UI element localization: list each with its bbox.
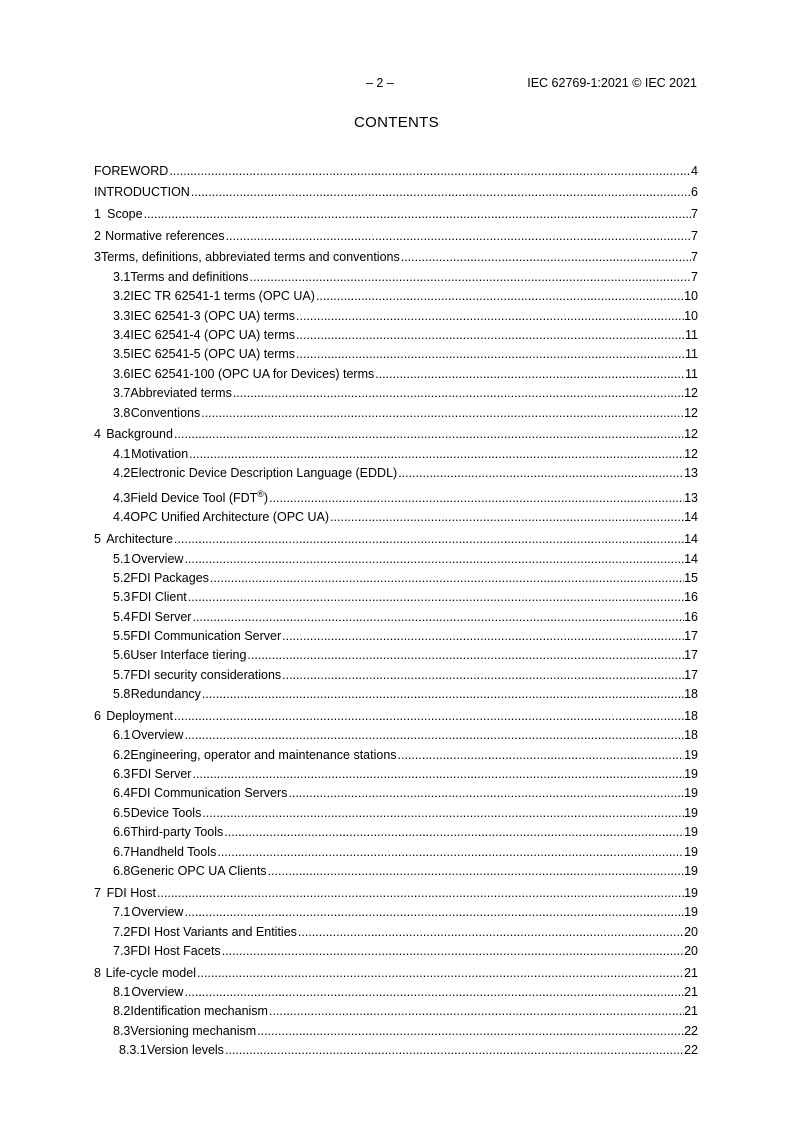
toc-entry-number: 4.4 [113, 510, 131, 525]
dot-leader [281, 629, 684, 644]
toc-entry-number: 3.3 [113, 308, 131, 323]
dot-leader [173, 532, 684, 547]
toc-entry-title: Terms and definitions [130, 269, 249, 284]
toc-entry-number: 3.8 [113, 405, 131, 420]
registered-mark: ® [257, 489, 264, 500]
toc-entry-title: Terms, definitions, abbreviated terms and conventions [100, 250, 400, 265]
toc-entry-number: 6.8 [113, 864, 131, 879]
toc-entry-title: Engineering, operator and maintenance stations [130, 747, 397, 762]
toc-entry-page: 13 [684, 491, 698, 506]
toc-entry-number: 5.5 [113, 629, 131, 644]
toc-entry[interactable] [94, 567, 698, 586]
toc-entry-page: 17 [684, 667, 698, 682]
toc-entry-page: 19 [684, 905, 698, 920]
toc-entry-page: 19 [684, 747, 698, 762]
toc-entry[interactable] [94, 244, 698, 266]
toc-entry-title: Field Device Tool (FDT®) [130, 489, 269, 506]
standard-reference: IEC 62769-1:2021 © IEC 2021 [527, 76, 697, 90]
toc-entry[interactable] [94, 481, 698, 506]
toc-entry-number: 4.2 [113, 466, 131, 481]
toc-entry-number: 7.1 [113, 905, 131, 920]
toc-entry[interactable] [94, 644, 698, 663]
toc-entry[interactable] [94, 265, 698, 284]
toc-entry-title: FOREWORD [94, 163, 169, 178]
toc-entry-title: FDI Client [131, 590, 187, 605]
dot-leader [397, 748, 685, 763]
toc-entry-title: Overview [131, 728, 184, 743]
dot-leader [187, 590, 684, 605]
toc-entry-page: 15 [684, 570, 698, 585]
toc-entry-title: Third-party Tools [130, 825, 224, 840]
toc-entry-number: 1 [94, 207, 101, 222]
toc-entry-number: 8.3.1 [119, 1043, 147, 1058]
toc-entry-title: IEC TR 62541-1 terms (OPC UA) [130, 289, 315, 304]
toc-entry[interactable] [94, 724, 698, 743]
toc-entry[interactable] [94, 547, 698, 566]
dot-leader [223, 825, 684, 840]
toc-entry-title: IEC 62541-100 (OPC UA for Devices) terms [130, 366, 375, 381]
toc-entry[interactable] [94, 157, 698, 179]
dot-leader [232, 386, 684, 401]
toc-entry-page: 7 [691, 269, 698, 284]
dot-leader [156, 886, 684, 901]
toc-entry-title: FDI Server [131, 767, 192, 782]
toc-entry[interactable] [94, 1019, 698, 1038]
dot-leader [295, 347, 685, 362]
toc-entry-number: 6 [94, 708, 101, 723]
toc-entry-number: 7.3 [113, 943, 131, 958]
toc-entry-number: 3.7 [113, 386, 131, 401]
dot-leader [168, 164, 691, 179]
toc-entry-title: Life-cycle model [105, 965, 196, 980]
toc-entry-number: 6.5 [113, 805, 131, 820]
dot-leader [183, 985, 684, 1000]
dot-leader [295, 328, 685, 343]
toc-entry-number: 6.6 [113, 825, 131, 840]
toc-entry[interactable] [94, 462, 698, 481]
dot-leader [191, 767, 684, 782]
toc-entry-page: 22 [684, 1023, 698, 1038]
toc-entry[interactable] [94, 343, 698, 362]
toc-entry[interactable] [94, 382, 698, 401]
toc-entry[interactable] [94, 901, 698, 920]
toc-entry-page: 17 [684, 629, 698, 644]
toc-entry[interactable] [94, 586, 698, 605]
toc-entry-title: Deployment [106, 708, 173, 723]
dot-leader [329, 510, 684, 525]
toc-entry-page: 14 [684, 510, 698, 525]
toc-entry-page: 20 [684, 943, 698, 958]
toc-entry-title: Background [106, 427, 173, 442]
toc-entry-number: 5.1 [113, 551, 131, 566]
toc-entry-number: 5.2 [113, 570, 131, 585]
toc-entry-title: FDI Host Facets [130, 943, 221, 958]
dot-leader [191, 610, 684, 625]
toc-entry-title: IEC 62541-3 (OPC UA) terms [130, 308, 296, 323]
toc-entry-title: FDI Communication Server [130, 629, 282, 644]
dot-leader [196, 966, 684, 981]
toc-entry-page: 7 [691, 228, 698, 243]
toc-entry[interactable] [94, 860, 698, 879]
toc-entry-page: 16 [684, 609, 698, 624]
toc-entry-number: 3.4 [113, 328, 131, 342]
toc-entry-title: FDI Packages [130, 570, 209, 585]
toc-entry-number: 3.2 [113, 289, 131, 304]
toc-entry[interactable] [94, 179, 698, 201]
toc-entry[interactable] [94, 525, 698, 547]
toc-entry-page: 12 [684, 427, 698, 442]
toc-entry-title: Architecture [106, 532, 173, 547]
toc-entry-page: 12 [684, 446, 698, 461]
toc-entry-number: 8.2 [113, 1004, 131, 1019]
dot-leader [200, 406, 684, 421]
toc-entry-title: Overview [131, 984, 184, 999]
dot-leader [249, 270, 692, 285]
dot-leader [224, 1043, 684, 1058]
dot-leader [173, 709, 684, 724]
toc-entry-title: Generic OPC UA Clients [130, 864, 267, 879]
toc-entry-title: Identification mechanism [130, 1004, 268, 1019]
toc-entry-number: 5.8 [113, 687, 131, 702]
toc-entry-page: 19 [684, 885, 698, 900]
toc-entry[interactable] [94, 1000, 698, 1019]
toc-entry-title: Device Tools [130, 805, 202, 820]
toc-entry-page: 21 [684, 984, 698, 999]
dot-leader [183, 552, 684, 567]
dot-leader [268, 1004, 684, 1019]
toc-entry-page: 20 [684, 924, 698, 939]
toc-entry-title: Versioning mechanism [130, 1023, 257, 1038]
toc-entry[interactable] [94, 362, 698, 381]
toc-entry[interactable] [94, 663, 698, 682]
toc-entry[interactable] [94, 200, 698, 222]
toc-entry-number: 3.6 [113, 366, 131, 381]
toc-entry-title: User Interface tiering [130, 648, 247, 663]
toc-entry-page: 19 [684, 805, 698, 820]
toc-entry-number: 6.7 [113, 844, 131, 859]
toc-entry-number: 7.2 [113, 924, 131, 939]
toc-entry-page: 19 [684, 786, 698, 801]
toc-entry[interactable] [94, 879, 698, 901]
toc-entry-title: Abbreviated terms [130, 386, 232, 401]
dot-leader [143, 207, 691, 222]
toc-entry[interactable] [94, 743, 698, 762]
toc-entry-title: Overview [131, 551, 184, 566]
toc-entry-number: 5.6 [113, 648, 131, 663]
toc-entry-page: 12 [684, 405, 698, 420]
page-title: CONTENTS [354, 114, 439, 131]
dot-leader [209, 571, 684, 586]
toc-entry-title: FDI Communication Servers [130, 786, 288, 801]
toc-entry[interactable] [94, 442, 698, 461]
toc-entry-page: 19 [684, 844, 698, 859]
toc-entry-title: OPC Unified Architecture (OPC UA) [130, 510, 330, 525]
dot-leader [221, 944, 684, 959]
toc-entry-page: 21 [684, 1004, 698, 1019]
toc-entry-number: 4.1 [113, 446, 131, 461]
toc-entry-number: 8 [94, 965, 101, 980]
table-of-contents [94, 157, 698, 1058]
toc-entry-page: 14 [684, 532, 698, 547]
toc-entry-page: 12 [684, 386, 698, 401]
toc-entry-number: 4.3 [113, 491, 131, 506]
toc-entry-title: Overview [131, 905, 184, 920]
toc-entry-title: INTRODUCTION [94, 185, 190, 200]
toc-entry[interactable] [94, 920, 698, 939]
toc-entry-number: 5 [94, 532, 101, 547]
toc-entry-title: IEC 62541-4 (OPC UA) terms [130, 328, 296, 342]
toc-entry-number: 6.4 [113, 786, 131, 801]
toc-entry-title: Normative references [105, 228, 225, 243]
toc-entry-page: 19 [684, 767, 698, 782]
toc-entry-title: Scope [107, 207, 143, 222]
toc-entry-page: 13 [684, 466, 698, 481]
toc-entry-page: 18 [684, 708, 698, 723]
dot-leader [267, 864, 685, 879]
dot-leader [315, 289, 684, 304]
toc-entry-page: 16 [684, 590, 698, 605]
toc-entry-title: FDI Host Variants and Entities [130, 924, 297, 939]
toc-entry-title: IEC 62541-5 (OPC UA) terms [130, 347, 296, 362]
toc-entry-title: FDI Server [131, 609, 192, 624]
toc-entry[interactable] [94, 421, 698, 443]
toc-entry[interactable] [94, 304, 698, 323]
toc-entry[interactable] [94, 940, 698, 959]
toc-entry-number: 3.5 [113, 347, 131, 362]
toc-entry-number: 6.3 [113, 767, 131, 782]
toc-entry[interactable] [94, 1039, 698, 1058]
toc-entry-number: 2 [94, 228, 101, 243]
toc-entry-page: 11 [685, 366, 698, 381]
toc-entry[interactable] [94, 763, 698, 782]
toc-entry-title: Conventions [130, 405, 201, 420]
toc-entry-page: 10 [684, 308, 698, 323]
toc-entry-page: 18 [684, 728, 698, 743]
toc-entry[interactable] [94, 401, 698, 420]
toc-entry-title: Handheld Tools [130, 844, 217, 859]
toc-entry-number: 8.1 [113, 984, 131, 999]
dot-leader [287, 786, 684, 801]
dot-leader [173, 427, 684, 442]
toc-entry-number: 7 [94, 885, 101, 900]
toc-entry-number: 4 [94, 427, 101, 442]
toc-entry-page: 18 [684, 687, 698, 702]
dot-leader [190, 185, 691, 200]
dot-leader [295, 309, 684, 324]
dot-leader [246, 648, 684, 663]
dot-leader [268, 491, 684, 506]
toc-entry-page: 10 [684, 289, 698, 304]
toc-entry-number: 5.4 [113, 609, 131, 624]
toc-entry-title: Redundancy [130, 687, 201, 702]
toc-entry-number: 8.3 [113, 1023, 131, 1038]
dot-leader [225, 229, 691, 244]
toc-entry[interactable] [94, 959, 698, 981]
toc-entry-number: 6.1 [113, 728, 131, 743]
toc-entry[interactable] [94, 840, 698, 859]
toc-entry[interactable] [94, 324, 698, 343]
dot-leader [256, 1024, 684, 1039]
toc-entry-page: 7 [691, 207, 698, 222]
dot-leader [188, 447, 684, 462]
toc-entry[interactable] [94, 506, 698, 525]
toc-entry[interactable] [94, 222, 698, 244]
toc-entry-number: 3.1 [113, 269, 131, 284]
dot-leader [374, 367, 685, 382]
toc-entry[interactable] [94, 981, 698, 1000]
dot-leader [216, 845, 684, 860]
dot-leader [201, 687, 684, 702]
toc-entry-page: 22 [684, 1043, 698, 1058]
toc-entry-page: 11 [685, 347, 698, 362]
dot-leader [400, 250, 691, 265]
toc-entry[interactable] [94, 782, 698, 801]
toc-entry-number: 5.7 [113, 667, 131, 682]
toc-entry-title: Electronic Device Description Language (EDDL) [130, 466, 398, 481]
dot-leader [297, 925, 684, 940]
toc-entry-page: 14 [684, 551, 698, 566]
toc-entry-page: 19 [684, 864, 698, 879]
toc-entry[interactable] [94, 605, 698, 624]
dot-leader [397, 466, 684, 481]
toc-entry-page: 4 [691, 163, 698, 178]
toc-entry[interactable] [94, 625, 698, 644]
toc-entry-title: Motivation [131, 446, 189, 461]
dot-leader [201, 806, 684, 821]
toc-entry-number: 3 [94, 250, 101, 265]
dot-leader [183, 728, 684, 743]
toc-entry-page: 7 [691, 250, 698, 265]
toc-entry-title: FDI security considerations [130, 667, 282, 682]
toc-entry-title: Version levels [146, 1043, 224, 1058]
toc-entry-title: FDI Host [106, 885, 156, 900]
toc-entry-page: 19 [684, 825, 698, 840]
dot-leader [183, 905, 684, 920]
toc-entry-page: 17 [684, 648, 698, 663]
toc-entry-number: 5.3 [113, 590, 131, 605]
toc-entry-page: 11 [685, 328, 698, 342]
toc-entry[interactable] [94, 285, 698, 304]
toc-entry[interactable] [94, 702, 698, 724]
toc-entry[interactable] [94, 821, 698, 840]
toc-entry-page: 21 [684, 965, 698, 980]
toc-entry[interactable] [94, 801, 698, 820]
page-number: – 2 – [366, 76, 394, 90]
toc-entry-number: 6.2 [113, 747, 131, 762]
dot-leader [281, 668, 684, 683]
toc-entry-page: 6 [691, 185, 698, 200]
toc-entry[interactable] [94, 683, 698, 702]
